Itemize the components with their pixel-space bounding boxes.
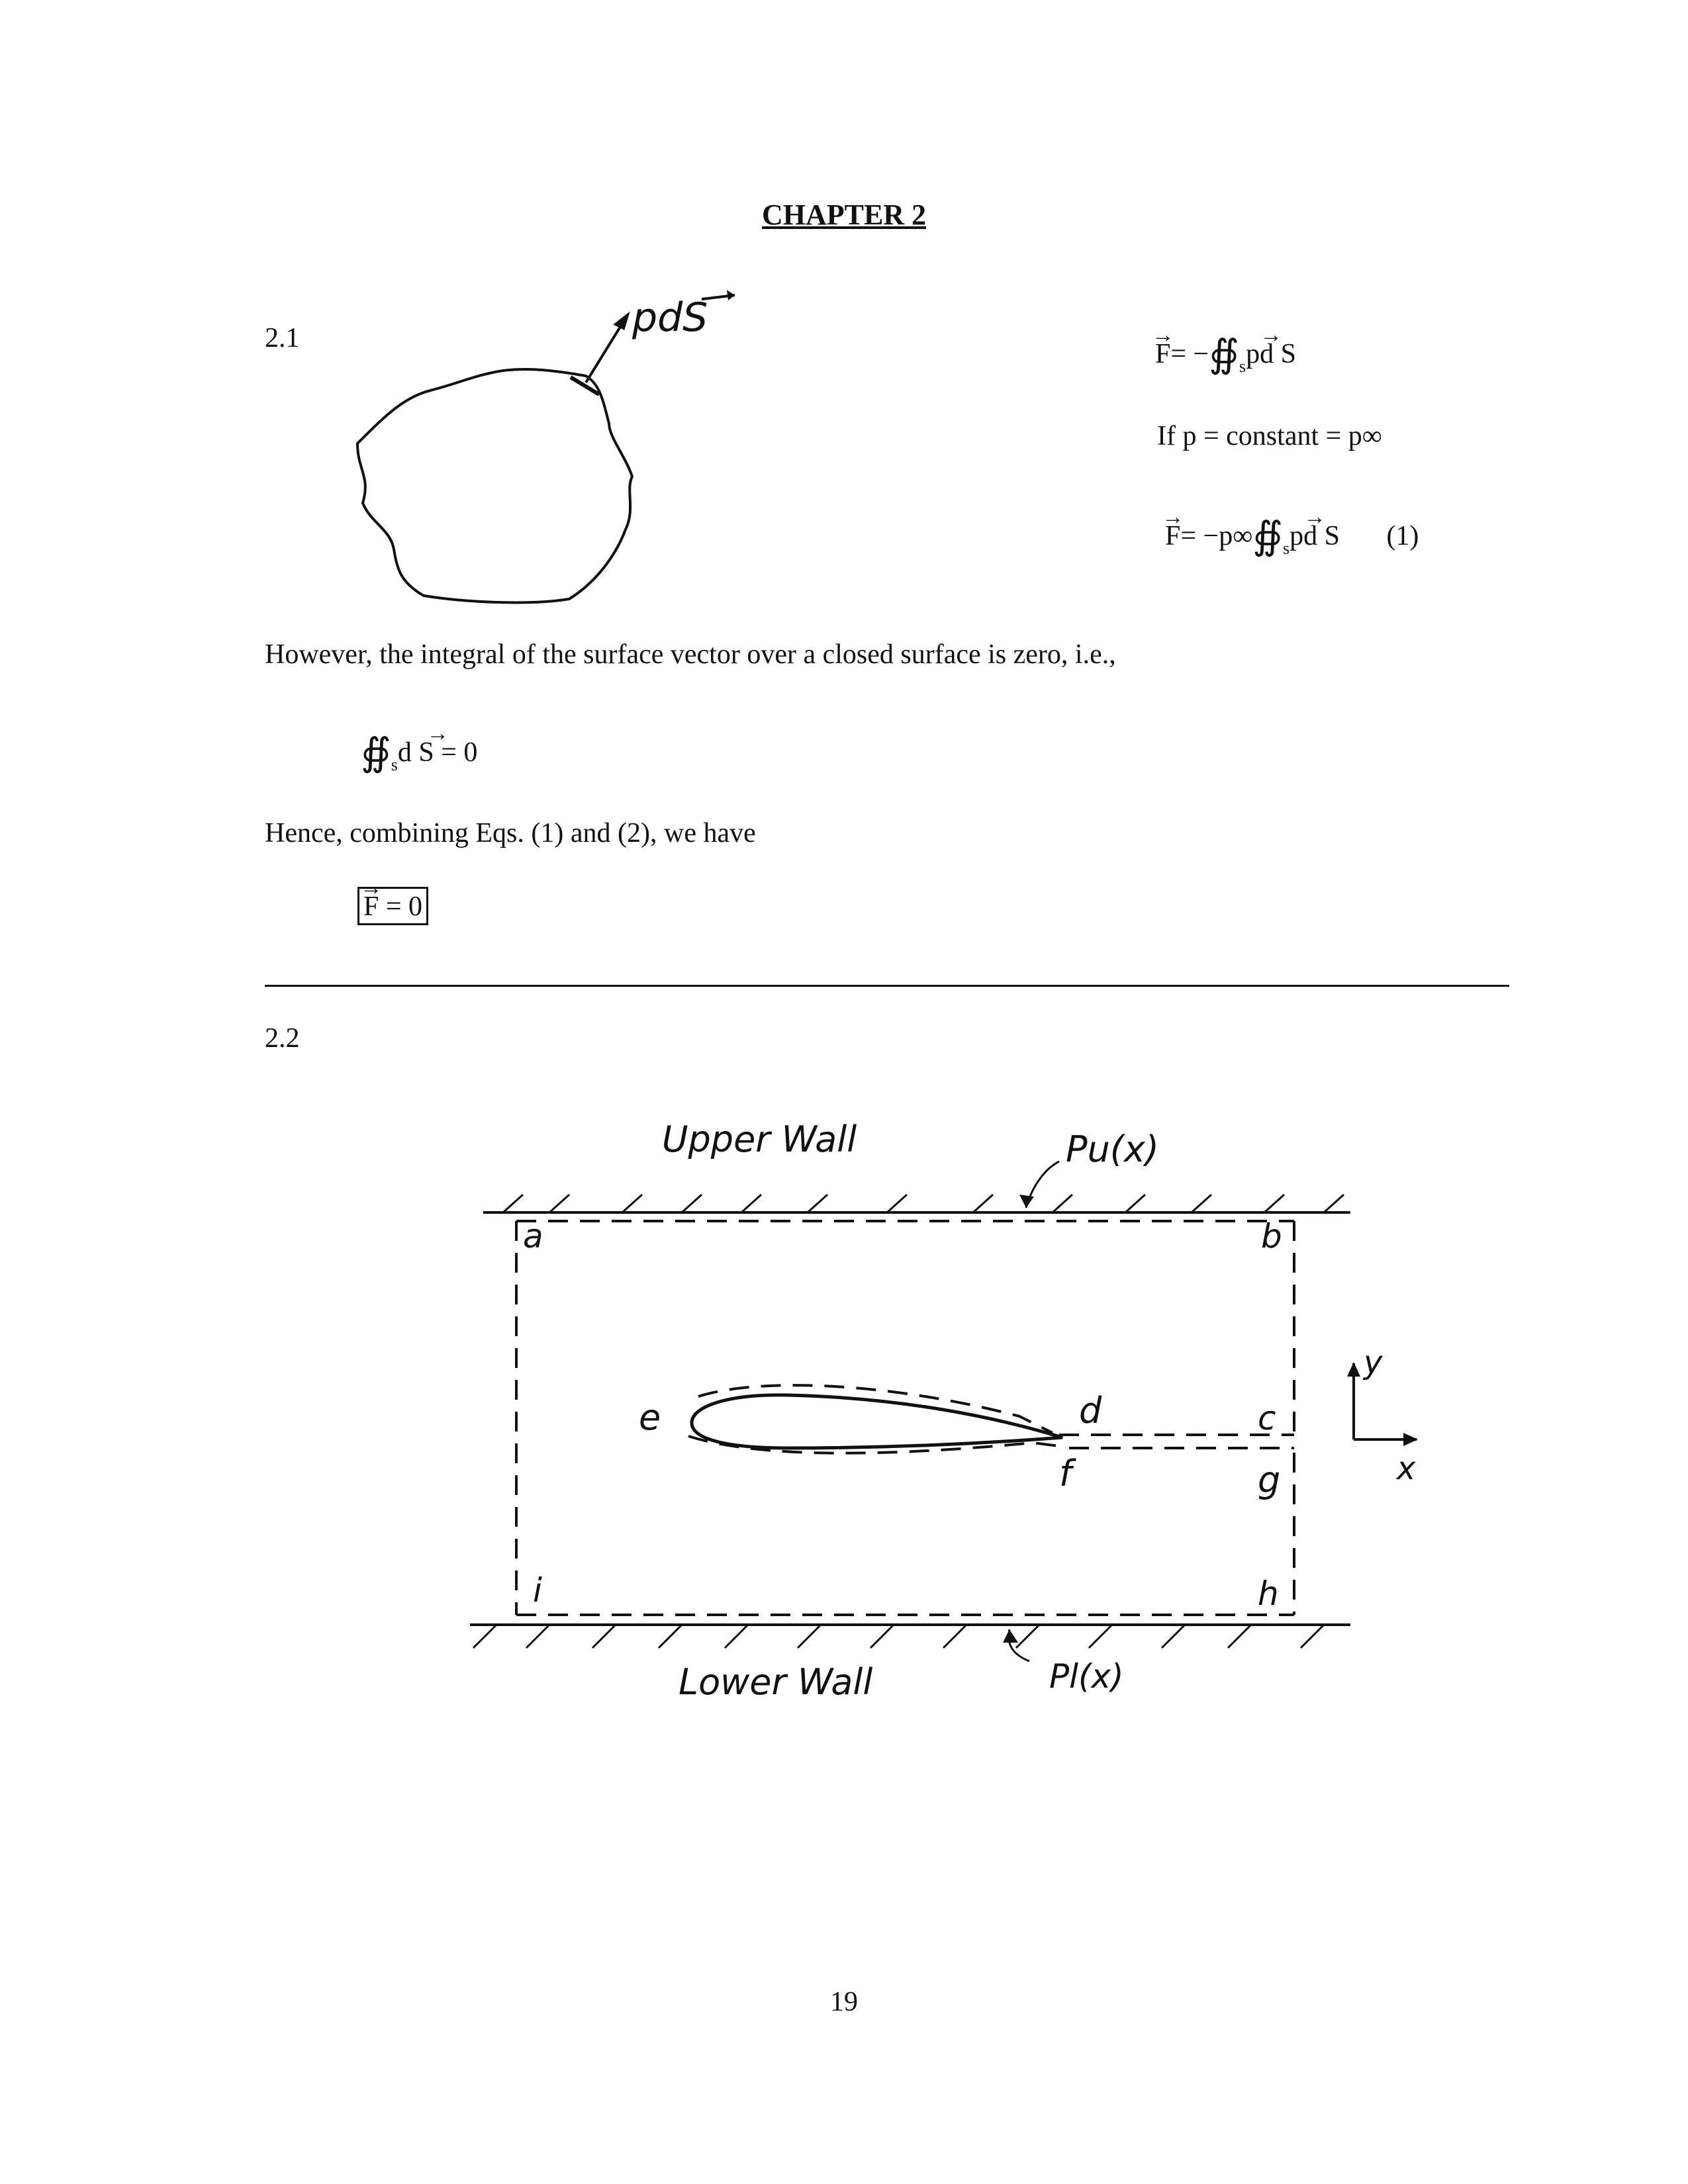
control-volume bbox=[516, 1221, 1294, 1615]
pu-pointer-arrow bbox=[1026, 1161, 1059, 1208]
force-equation: → $F= -∯_s\to$ pd S bbox=[1155, 331, 1296, 375]
problem-number-2-1: 2.1 bbox=[265, 323, 300, 353]
chapter-title: CHAPTER 2 bbox=[761, 199, 927, 231]
x-axis-label: x bbox=[1397, 1450, 1416, 1487]
vec-s: → pd S bbox=[1246, 340, 1296, 368]
point-h: h bbox=[1258, 1574, 1279, 1613]
lower-wall-label: Lower Wall bbox=[679, 1661, 873, 1703]
combine-statement: Hence, combining Eqs. (1) and (2), we have bbox=[265, 818, 756, 848]
upper-wall-label: Upper Wall bbox=[662, 1118, 857, 1160]
equation-2: $∯_s\to d$ S = 0 bbox=[361, 729, 477, 774]
page-number: 19 bbox=[830, 1987, 858, 2017]
equation-number-1: (1) bbox=[1386, 521, 1419, 551]
point-i: i bbox=[533, 1571, 542, 1610]
problem-number-2-2: 2.2 bbox=[265, 1023, 300, 1054]
point-d: d bbox=[1079, 1390, 1102, 1432]
lower-wall-hatching bbox=[473, 1625, 1324, 1648]
point-c: c bbox=[1258, 1399, 1276, 1437]
upper-wall-hatching bbox=[503, 1195, 1344, 1212]
point-e: e bbox=[639, 1396, 661, 1438]
pu-label: Pu(x) bbox=[1066, 1128, 1159, 1170]
point-f: f bbox=[1059, 1453, 1072, 1494]
point-g: g bbox=[1258, 1459, 1281, 1501]
pl-label: Pl(x) bbox=[1049, 1657, 1124, 1696]
airfoil bbox=[692, 1395, 1062, 1448]
boxed-result: → F = 0 bbox=[357, 887, 428, 925]
point-b: b bbox=[1261, 1217, 1282, 1255]
condition-text: If p = constant = p∞ bbox=[1157, 421, 1382, 451]
sketch-label-pds: pdS bbox=[632, 295, 708, 341]
y-axis-label: y bbox=[1364, 1344, 1383, 1381]
point-a: a bbox=[523, 1217, 543, 1255]
closed-surface-statement: However, the integral of the surface vector over a closed surface is zero, i.e., bbox=[265, 639, 1116, 670]
equation-1: → $F= -p\infty∯_s\to$ pd S (1) bbox=[1165, 513, 1419, 557]
